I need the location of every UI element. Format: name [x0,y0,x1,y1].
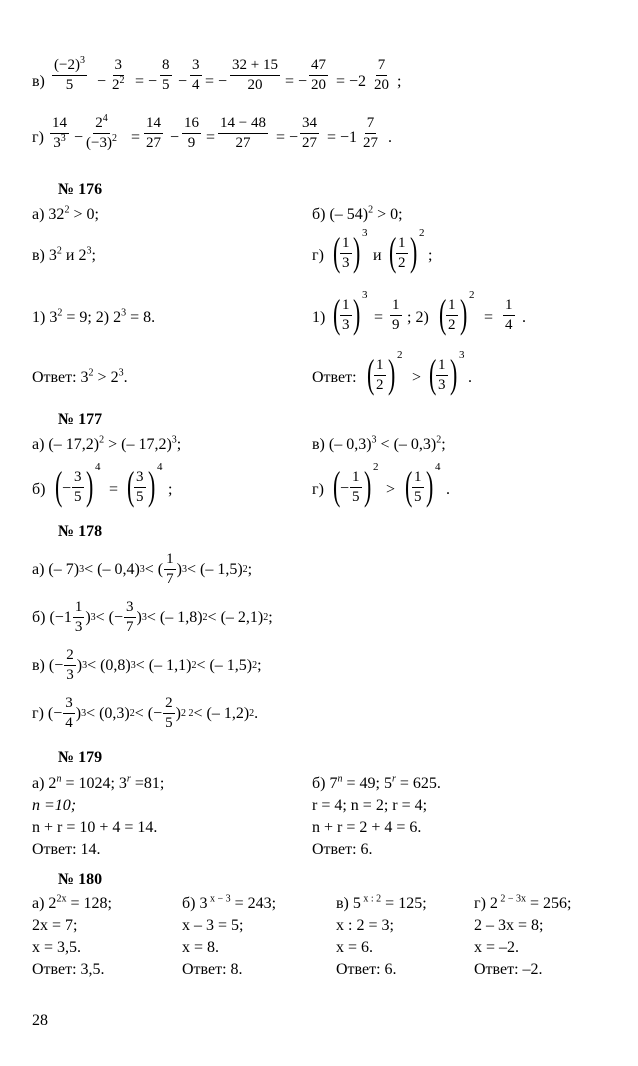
answer-line: а) $32^2 > 0$; [32,204,99,223]
fraction: 16 9 [184,115,199,151]
paren-left: ( [388,229,397,274]
fraction: 1 3 [342,297,350,333]
fraction: 1 5 [352,469,360,505]
paren-left: ( [332,463,341,508]
paren-left: ( [332,291,341,336]
fraction: 47 20 [311,57,326,93]
answer-line: в) $3^2$ и $2^3$; [32,245,96,264]
answer-label: Ответ: [312,369,357,386]
answer-line: Ответ: –2. [474,961,543,978]
answer-line: x = 3,5. [32,939,82,956]
exponent: 2 [469,289,475,301]
operator: = −1 [327,129,358,146]
answer-line: 2x = 7; [32,917,78,934]
item-label: в) [32,73,45,90]
inequality-line: б) (−1 1 3 ) 3 < (− $\frac{3}{7}$ ) 3 < (– 1,8) 2 < (– 2,1) 2 ; [32,599,273,635]
answer-line: 2 – 3x = 8; [474,917,544,934]
fraction: 1 9 [392,297,400,333]
exponent: 3 [459,349,465,361]
answer-line: Ответ: 14. [32,841,101,858]
operator: = − [205,73,228,90]
fraction: $\frac{2}{5}$ [165,695,173,731]
paren-right: ) [409,229,418,274]
fraction: 1 2 [448,297,456,333]
fraction: 1 3 [342,235,350,271]
answer-line: r = 4; n = 2; r = 4; [312,797,428,814]
operator: = [109,481,119,498]
exponent: 4 [435,461,441,473]
paren-right: ) [459,291,468,336]
answer-line: Ответ: $3^2 > 2^3$. [32,367,128,386]
fraction: 3 5 [74,469,82,505]
operator: = − [135,73,158,90]
exponent: 3 [362,227,368,239]
fraction: 1 5 [414,469,422,505]
fraction: 8 5 [162,57,170,93]
exponent: 2 [397,349,403,361]
answer-line: Ответ: 8. [182,961,243,978]
fraction: 1 3 [74,599,83,635]
paren-left: ( [428,351,437,396]
operator: = [206,129,216,146]
paren-right: ) [352,229,361,274]
problem-heading: № 179 [58,749,103,766]
item-label: 1) [312,309,326,326]
paren-right: ) [449,351,458,396]
punctuation: . [446,481,450,498]
answer-line: x = 8. [182,939,220,956]
fraction: $2^4$ $(-3)^2$ [86,113,117,151]
answer-line: n + r = 2 + 4 = 6. [312,819,422,836]
paren-right: ) [147,463,156,508]
paren-right: ) [425,463,434,508]
operator: = [484,309,494,326]
fraction: $\frac{3}{4}$ [65,695,73,731]
problem-heading: № 177 [58,411,103,428]
item-label: б) [32,481,46,498]
paren-right: ) [387,351,396,396]
inequality-line: а) (– 7) 3 < (– 0,4) 3 < ( 1 7 ) 3 < (– 1,5) 2 ; [32,551,253,587]
operator: = [374,309,384,326]
fraction: 3 $2^2$ [112,57,125,93]
item-label: г) [32,129,44,146]
answer-line: x = –2. [474,939,520,956]
operator: = − [285,73,308,90]
fraction: 3 4 [192,57,200,93]
operator: − [340,480,350,497]
fraction: 34 27 [302,115,317,151]
paren-right: ) [363,463,372,508]
fraction: $(-2)^3$ 5 [54,55,85,93]
exponent: 2 [373,461,379,473]
problem-heading: № 178 [58,523,103,540]
exponent: 4 [157,461,163,473]
punctuation: ; [397,73,402,90]
exponent: 2 [419,227,425,239]
operator: − [74,129,84,146]
exponent: 3 [362,289,368,301]
operator: > [386,481,396,498]
problem-heading: № 176 [58,181,103,198]
conjunction: и [373,247,382,264]
inequality-line: в) (− $\frac{2}{3}$ ) 3 < (0,8) 3 < (– 1,1) 2 < (– 1,5) 2 ; [32,647,262,683]
item-label: г) [312,247,324,264]
inequality-line: г) (− $\frac{3}{4}$ ) 3 < (0,3) 2 < (− $\frac{2}{5}$ ) 2 2 < (– 1,2) 2 . [32,695,259,731]
paren-left: ( [404,463,413,508]
fraction: 1 2 [376,357,384,393]
answer-line: 1) $3^2 = 9$; 2) $2^3 = 8$. [32,307,156,326]
answer-line: а) $2^{2x} = 128$; [32,893,112,912]
operator: = −2 [336,73,367,90]
answer-line: x – 3 = 5; [182,917,244,934]
fraction: 7 20 [374,57,389,93]
answer-line: в) 5 $^{x : 2}$ = 125; [336,893,427,912]
fraction: $\frac{2}{3}$ [66,647,74,683]
answer-line: x = 6. [336,939,374,956]
fraction: 14 $3^3$ [52,115,67,151]
answer-line: б) $7^n = 49$; $5^r = 625$. [312,773,441,792]
punctuation: . [388,129,392,146]
answer-line: x : 2 = 3; [336,917,394,934]
fraction: 3 5 [136,469,144,505]
fraction: 1 7 [166,551,174,587]
answer-line: б) (– 54)$^2$ > 0; [312,204,403,223]
operator: − [62,480,72,497]
paren-right: ) [352,291,361,336]
punctuation: . [468,369,472,386]
answer-line: n + r = 10 + 4 = 14. [32,819,158,836]
operator: − [178,73,188,90]
answer-line: Ответ: 6. [312,841,373,858]
page-number: 28 [32,1012,48,1029]
operator: = − [276,129,299,146]
problem-heading: № 180 [58,871,103,888]
punctuation: . [522,309,526,326]
answer-line: Ответ: 3,5. [32,961,105,978]
exponent: 4 [95,461,101,473]
punctuation: ; [168,481,173,498]
fraction: 14 − 48 27 [220,115,266,151]
fraction: 32 + 15 20 [232,57,278,93]
fraction: $\frac{3}{7}$ [126,599,134,635]
fraction: 14 27 [146,115,161,151]
fraction: 1 4 [505,297,513,333]
fraction: 1 3 [438,357,446,393]
fraction: 7 27 [363,115,378,151]
answer-line: б) 3 $^{x - 3}$ = 243; [182,893,277,912]
paren-right: ) [85,463,94,508]
separator: ; 2) [407,309,429,326]
paren-left: ( [332,229,341,274]
operator: − [97,73,107,90]
item-label: г) [312,481,324,498]
paren-left: ( [54,463,63,508]
answer-line: в) (– 0,3)$^3$ < (– 0,3)$^2$; [312,434,446,453]
answer-line: а) (– 17,2)$^2$ > (– 17,2)$^3$; [32,434,182,453]
answer-line: г) 2 $^{2 - 3x}$ = 256; [474,893,572,912]
answer-line: n =10; [32,797,77,814]
answer-line: а) $2^n = 1024$; $3^r =81$; [32,773,165,792]
punctuation: ; [428,247,433,264]
operator: = [131,129,141,146]
operator: > [412,369,422,386]
paren-left: ( [126,463,135,508]
answer-line: Ответ: 6. [336,961,397,978]
paren-left: ( [438,291,447,336]
fraction: 1 2 [398,235,406,271]
paren-left: ( [366,351,375,396]
operator: − [170,129,180,146]
